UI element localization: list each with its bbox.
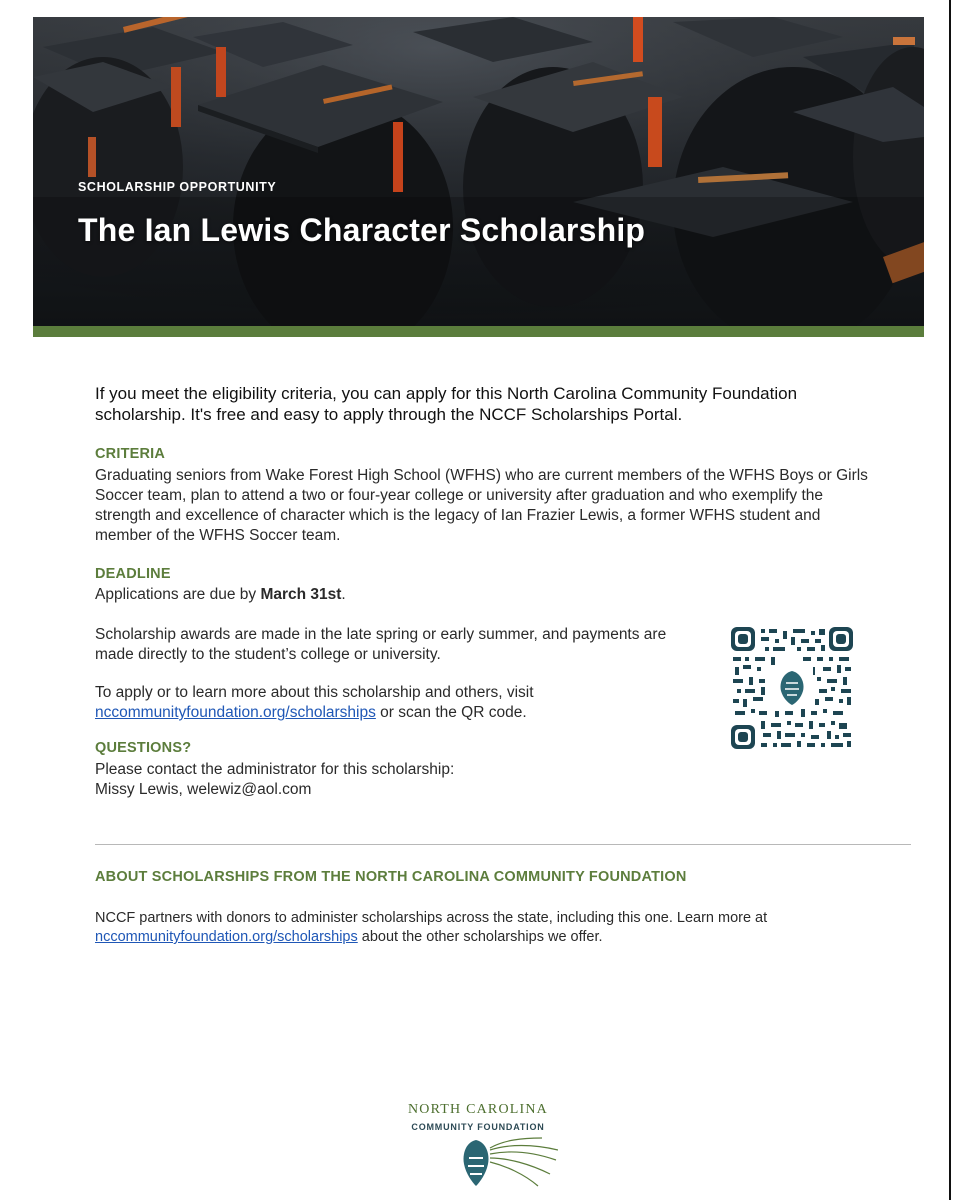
qr-code[interactable]	[731, 627, 853, 749]
apply-text	[95, 683, 705, 723]
hero-banner	[33, 17, 924, 326]
about-text	[95, 909, 875, 947]
logo-line1: NORTH CAROLINA	[407, 1102, 548, 1117]
apply-suffix: or scan the QR code.	[375, 704, 527, 721]
graduation-photo	[33, 17, 924, 326]
deadline-prefix: Applications are due by	[95, 586, 261, 603]
about-suffix: about the other scholarships we offer.	[357, 929, 603, 945]
accent-bar	[33, 326, 924, 337]
about-line1: NCCF partners with donors to administer scholarships across the state, including this one. Learn more at	[95, 910, 768, 926]
nccf-logo-icon	[438, 1136, 558, 1190]
about-heading: ABOUT SCHOLARSHIPS FROM THE NORTH CAROLINA COMMUNITY FOUNDATION	[95, 869, 687, 885]
deadline-text	[95, 585, 346, 605]
apply-prefix: To apply or to learn more about this scholarship and others, visit	[95, 684, 534, 701]
questions-line1: Please contact the administrator for this scholarship:	[95, 761, 455, 778]
eyebrow-label: SCHOLARSHIP OPPORTUNITY	[78, 180, 277, 194]
awards-text: Scholarship awards are made in the late spring or early summer, and payments are made directly to the student’s college or university.	[95, 626, 667, 663]
section-divider	[95, 844, 911, 845]
deadline-heading: DEADLINE	[95, 566, 171, 582]
intro-paragraph: If you meet the eligibility criteria, you can apply for this North Carolina Community Foundation scholarship. It's free and easy to apply through the NCCF Scholarships Portal.	[95, 384, 798, 424]
deadline-date: March 31st	[260, 586, 342, 603]
criteria-heading: CRITERIA	[95, 446, 166, 462]
deadline-suffix: .	[341, 586, 346, 603]
page-title: The Ian Lewis Character Scholarship	[78, 212, 646, 248]
questions-heading: QUESTIONS?	[95, 740, 192, 756]
scholarships-link[interactable]: nccommunityfoundation.org/scholarships	[95, 704, 376, 721]
contact-info: Missy Lewis, welewiz@aol.com	[95, 781, 312, 798]
criteria-text: Graduating seniors from Wake Forest High School (WFHS) who are current members of the WFHS Boys or Girls Soccer team, plan to attend a two or four-year college or university after graduation and who exemplify the strength and excellence of character which is the legacy of Ian Frazier Lewis, a former WFHS student and member of the WFHS Soccer team.	[95, 467, 868, 544]
about-scholarships-link[interactable]: nccommunityfoundation.org/scholarships	[95, 929, 358, 945]
logo-line2: COMMUNITY FOUNDATION	[411, 1122, 545, 1132]
questions-text	[95, 760, 705, 800]
nccf-logo	[398, 1102, 558, 1192]
